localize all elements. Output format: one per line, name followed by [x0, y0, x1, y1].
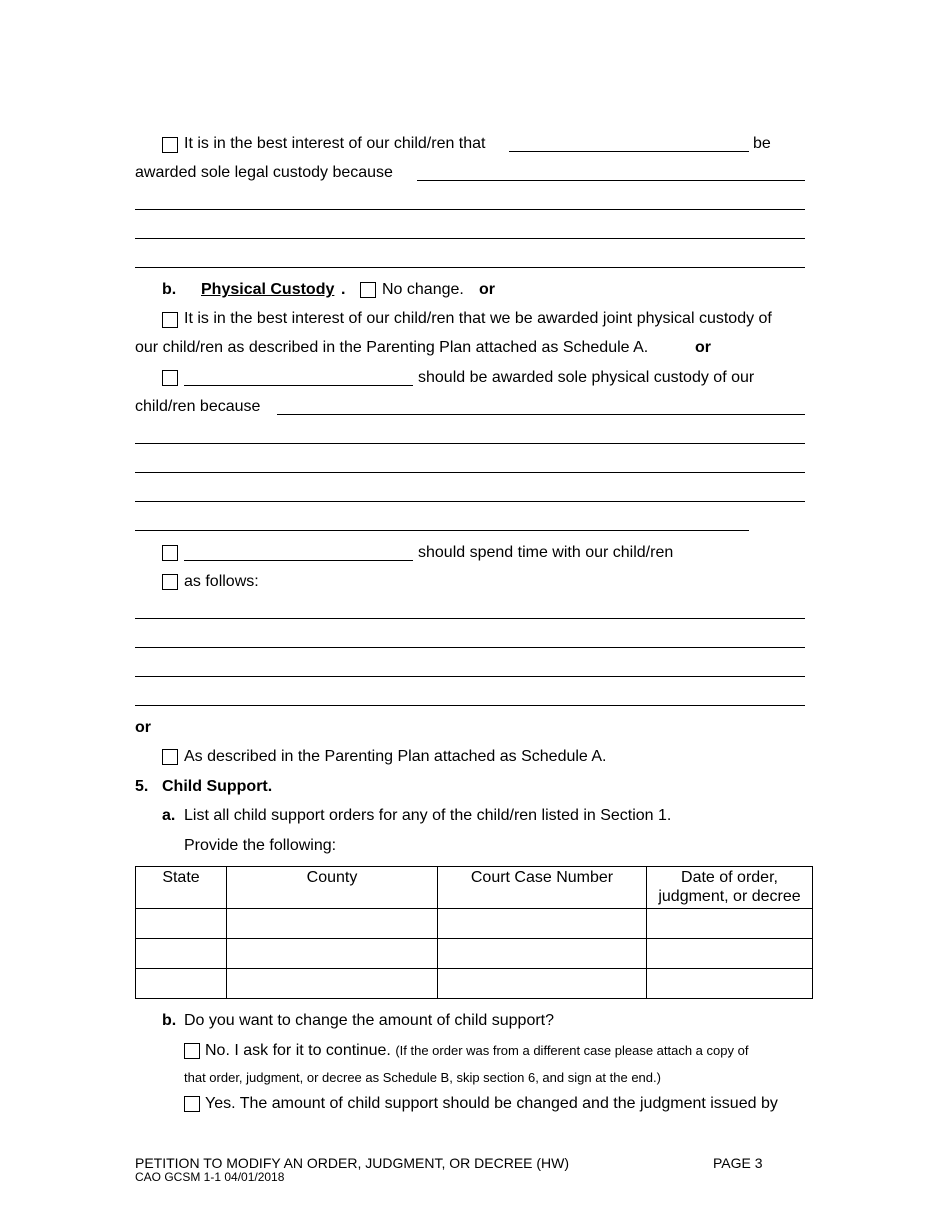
- as-follows-line-2[interactable]: [135, 647, 805, 648]
- or-standalone: or: [135, 719, 151, 736]
- physical-custody-letter: b.: [162, 281, 177, 298]
- child-support-heading: Child Support.: [162, 778, 273, 795]
- sole-legal-custody-be: be: [753, 135, 771, 152]
- joint-physical-custody-or: or: [695, 339, 711, 356]
- as-follows-line-1[interactable]: [135, 618, 805, 619]
- cell-state[interactable]: [136, 969, 227, 999]
- child-support-provide: Provide the following:: [184, 837, 337, 854]
- sole-physical-custody-because: child/ren because: [135, 398, 261, 415]
- cell-county[interactable]: [227, 969, 438, 999]
- cell-county[interactable]: [227, 939, 438, 969]
- change-support-checkbox[interactable]: [184, 1096, 200, 1112]
- continue-support-label: No. I ask for it to continue.: [205, 1042, 391, 1059]
- child-support-a-letter: a.: [162, 807, 176, 824]
- sole-physical-custody-text: should be awarded sole physical custody of our: [418, 369, 755, 386]
- header-date-line-1: Date of order,: [681, 869, 778, 886]
- parenting-time-text: should spend time with our child/ren: [418, 544, 674, 561]
- sole-legal-custody-name-field[interactable]: [509, 151, 749, 152]
- child-support-b-text: Do you want to change the amount of child support?: [184, 1012, 555, 1029]
- cell-court-case-number[interactable]: [438, 909, 647, 939]
- as-follows-checkbox[interactable]: [162, 574, 178, 590]
- sole-legal-reason-line-1[interactable]: [417, 180, 805, 181]
- sole-physical-custody-checkbox[interactable]: [162, 370, 178, 386]
- table-header-row: [136, 867, 813, 909]
- physical-custody-heading-period: .: [341, 281, 346, 298]
- as-follows-line-4[interactable]: [135, 705, 805, 706]
- as-follows-label: as follows:: [184, 573, 259, 590]
- physical-no-change-or: or: [479, 281, 495, 298]
- child-support-number: 5.: [135, 778, 149, 795]
- parenting-time-checkbox[interactable]: [162, 545, 178, 561]
- parenting-time-name-field[interactable]: [184, 560, 413, 561]
- cell-date[interactable]: [647, 909, 813, 939]
- header-date-of-order: [647, 867, 813, 909]
- header-county: County: [227, 867, 438, 909]
- cell-state[interactable]: [136, 939, 227, 969]
- continue-support-line-1: [205, 1041, 748, 1061]
- cell-court-case-number[interactable]: [438, 939, 647, 969]
- sole-physical-reason-line-3[interactable]: [135, 472, 805, 473]
- child-support-b-letter: b.: [162, 1012, 177, 1029]
- joint-physical-custody-text-1: It is in the best interest of our child/ren that we be awarded joint physical custody of: [184, 310, 772, 327]
- footer-title: PETITION TO MODIFY AN ORDER, JUDGMENT, OR DECREE (HW): [135, 1155, 570, 1171]
- sole-physical-reason-line-2[interactable]: [135, 443, 805, 444]
- cell-court-case-number[interactable]: [438, 969, 647, 999]
- sole-legal-custody-text: It is in the best interest of our child/ren that: [184, 135, 486, 152]
- continue-support-checkbox[interactable]: [184, 1043, 200, 1059]
- joint-physical-custody-checkbox[interactable]: [162, 312, 178, 328]
- physical-custody-heading: Physical Custody: [201, 281, 335, 298]
- as-follows-line-3[interactable]: [135, 676, 805, 677]
- sole-legal-reason-line-3[interactable]: [135, 238, 805, 239]
- continue-support-note-1: (If the order was from a different case please attach a copy of: [395, 1043, 749, 1058]
- table-row: [136, 939, 813, 969]
- table-row: [136, 969, 813, 999]
- table-row: [136, 909, 813, 939]
- sole-legal-custody-checkbox[interactable]: [162, 137, 178, 153]
- header-state: State: [136, 867, 227, 909]
- header-date-line-2: judgment, or decree: [658, 888, 801, 905]
- cell-county[interactable]: [227, 909, 438, 939]
- cell-state[interactable]: [136, 909, 227, 939]
- physical-no-change-label: No change.: [382, 281, 464, 298]
- continue-support-note-2: that order, judgment, or decree as Schedule B, skip section 6, and sign at the end.): [184, 1070, 661, 1085]
- sole-legal-reason-line-2[interactable]: [135, 209, 805, 210]
- as-described-checkbox[interactable]: [162, 749, 178, 765]
- sole-legal-custody-because: awarded sole legal custody because: [135, 164, 393, 181]
- sole-legal-reason-line-4[interactable]: [135, 267, 805, 268]
- change-support-label: Yes. The amount of child support should be changed and the judgment issued by: [205, 1095, 778, 1112]
- sole-physical-reason-line-4[interactable]: [135, 501, 805, 502]
- sole-physical-custody-name-field[interactable]: [184, 385, 413, 386]
- physical-no-change-checkbox[interactable]: [360, 282, 376, 298]
- child-support-orders-table: [135, 866, 813, 999]
- footer-form-code: CAO GCSM 1-1 04/01/2018: [135, 1170, 285, 1184]
- joint-physical-custody-text-2: our child/ren as described in the Parenting Plan attached as Schedule A.: [135, 339, 649, 356]
- cell-date[interactable]: [647, 939, 813, 969]
- as-described-label: As described in the Parenting Plan attached as Schedule A.: [184, 748, 607, 765]
- sole-physical-reason-line-1[interactable]: [277, 414, 805, 415]
- footer-page-number: PAGE 3: [713, 1155, 763, 1171]
- cell-date[interactable]: [647, 969, 813, 999]
- sole-physical-reason-line-5[interactable]: [135, 530, 749, 531]
- header-court-case-number: Court Case Number: [438, 867, 647, 909]
- child-support-a-text: List all child support orders for any of the child/ren listed in Section 1.: [184, 807, 672, 824]
